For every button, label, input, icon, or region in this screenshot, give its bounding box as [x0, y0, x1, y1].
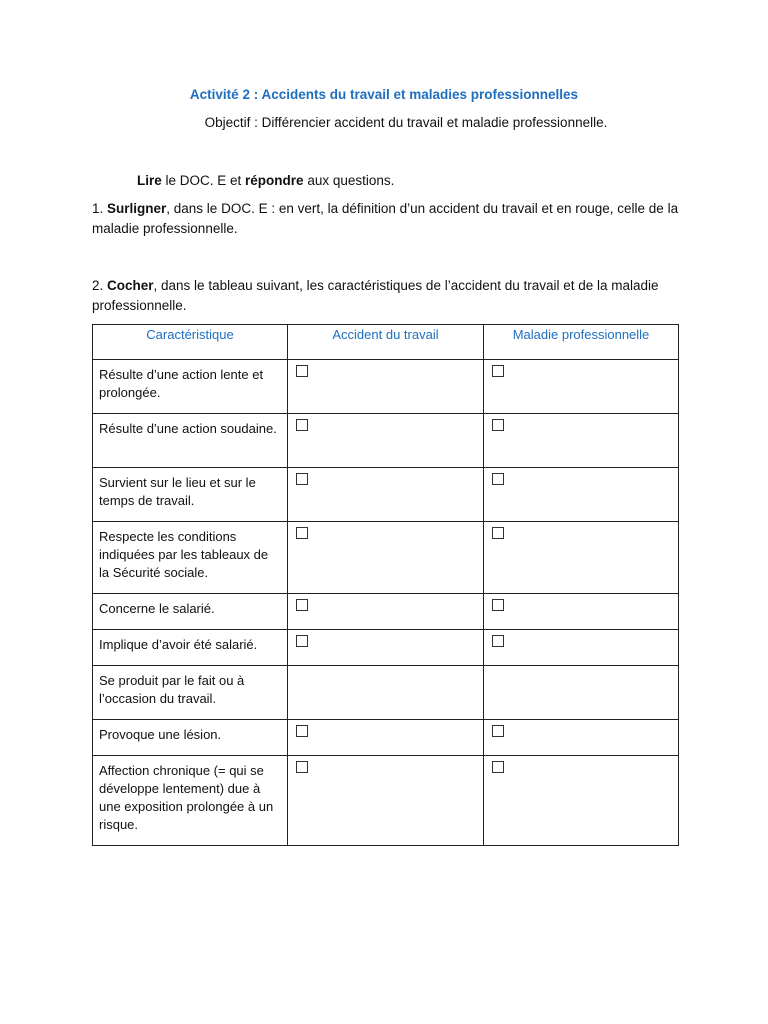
characteristic-label: Concerne le salarié.: [93, 594, 288, 630]
objective-text: Objectif : Différencier accident du travail et maladie professionnelle.: [204, 115, 608, 130]
checkbox-accident[interactable]: [296, 725, 308, 737]
question-1: 1. Surligner, dans le DOC. E : en vert, la définition d’un accident du travail et en rouge, celle de la maladie professionnelle.: [92, 201, 679, 236]
characteristic-label: Implique d’avoir été salarié.: [93, 630, 288, 666]
checkbox-maladie[interactable]: [492, 365, 504, 377]
cocher-keyword: Cocher: [107, 278, 154, 293]
cell-maladie: [484, 360, 679, 414]
checkbox-accident[interactable]: [296, 419, 308, 431]
cell-accident: [288, 522, 484, 594]
cell-accident: [288, 360, 484, 414]
checkbox-maladie[interactable]: [492, 419, 504, 431]
question-2: 2. Cocher, dans le tableau suivant, les caractéristiques de l’accident du travail et de la maladie professionnelle.: [92, 278, 659, 313]
cell-accident: [288, 756, 484, 846]
cell-maladie: [484, 756, 679, 846]
characteristic-label: Résulte d’une action soudaine.: [93, 414, 288, 468]
cell-accident: [288, 594, 484, 630]
repondre-keyword: répondre: [245, 173, 304, 188]
checkbox-accident[interactable]: [296, 527, 308, 539]
activity-title: Activité 2 : Accidents du travail et maladies professionnelles: [189, 87, 579, 102]
checkbox-accident[interactable]: [296, 365, 308, 377]
cell-accident: [288, 666, 484, 720]
cell-maladie: [484, 468, 679, 522]
cell-accident: [288, 414, 484, 468]
characteristic-label: Affection chronique (= qui se développe lentement) due à une exposition prolongée à un risque.: [93, 756, 288, 846]
table-row: [93, 468, 679, 522]
characteristic-label: Provoque une lésion.: [93, 720, 288, 756]
table-row: [93, 630, 679, 666]
cell-maladie: [484, 630, 679, 666]
characteristic-label: Se produit par le fait ou à l’occasion du travail.: [93, 666, 288, 720]
cell-maladie: [484, 666, 679, 720]
surligner-keyword: Surligner: [107, 201, 167, 216]
table-row: [93, 756, 679, 846]
cell-maladie: [484, 522, 679, 594]
cell-accident: [288, 630, 484, 666]
header-maladie-professionnelle: Maladie professionnelle: [484, 325, 679, 360]
checkbox-maladie[interactable]: [492, 473, 504, 485]
lire-keyword: Lire: [137, 173, 162, 188]
checkbox-maladie[interactable]: [492, 599, 504, 611]
cell-maladie: [484, 414, 679, 468]
checkbox-accident[interactable]: [296, 635, 308, 647]
characteristic-label: Survient sur le lieu et sur le temps de travail.: [93, 468, 288, 522]
checkbox-accident[interactable]: [296, 473, 308, 485]
checkbox-accident[interactable]: [296, 599, 308, 611]
checkbox-maladie[interactable]: [492, 725, 504, 737]
table-row: [93, 360, 679, 414]
checkbox-maladie[interactable]: [492, 761, 504, 773]
table-row: [93, 522, 679, 594]
header-accident-du-travail: Accident du travail: [288, 325, 484, 360]
header-caracteristique: Caractéristique: [93, 325, 288, 360]
checkbox-maladie[interactable]: [492, 635, 504, 647]
table-row: [93, 594, 679, 630]
cell-maladie: [484, 594, 679, 630]
characteristic-label: Respecte les conditions indiquées par les tableaux de la Sécurité sociale.: [93, 522, 288, 594]
checkbox-maladie[interactable]: [492, 527, 504, 539]
checkbox-accident[interactable]: [296, 761, 308, 773]
table-row: [93, 720, 679, 756]
characteristics-table: [92, 324, 679, 846]
reading-instruction: Lire le DOC. E et répondre aux questions.: [137, 173, 395, 188]
cell-accident: [288, 720, 484, 756]
cell-maladie: [484, 720, 679, 756]
cell-accident: [288, 468, 484, 522]
table-row: [93, 666, 679, 720]
characteristic-label: Résulte d’une action lente et prolongée.: [93, 360, 288, 414]
table-header-row: [93, 325, 679, 360]
table-row: [93, 414, 679, 468]
